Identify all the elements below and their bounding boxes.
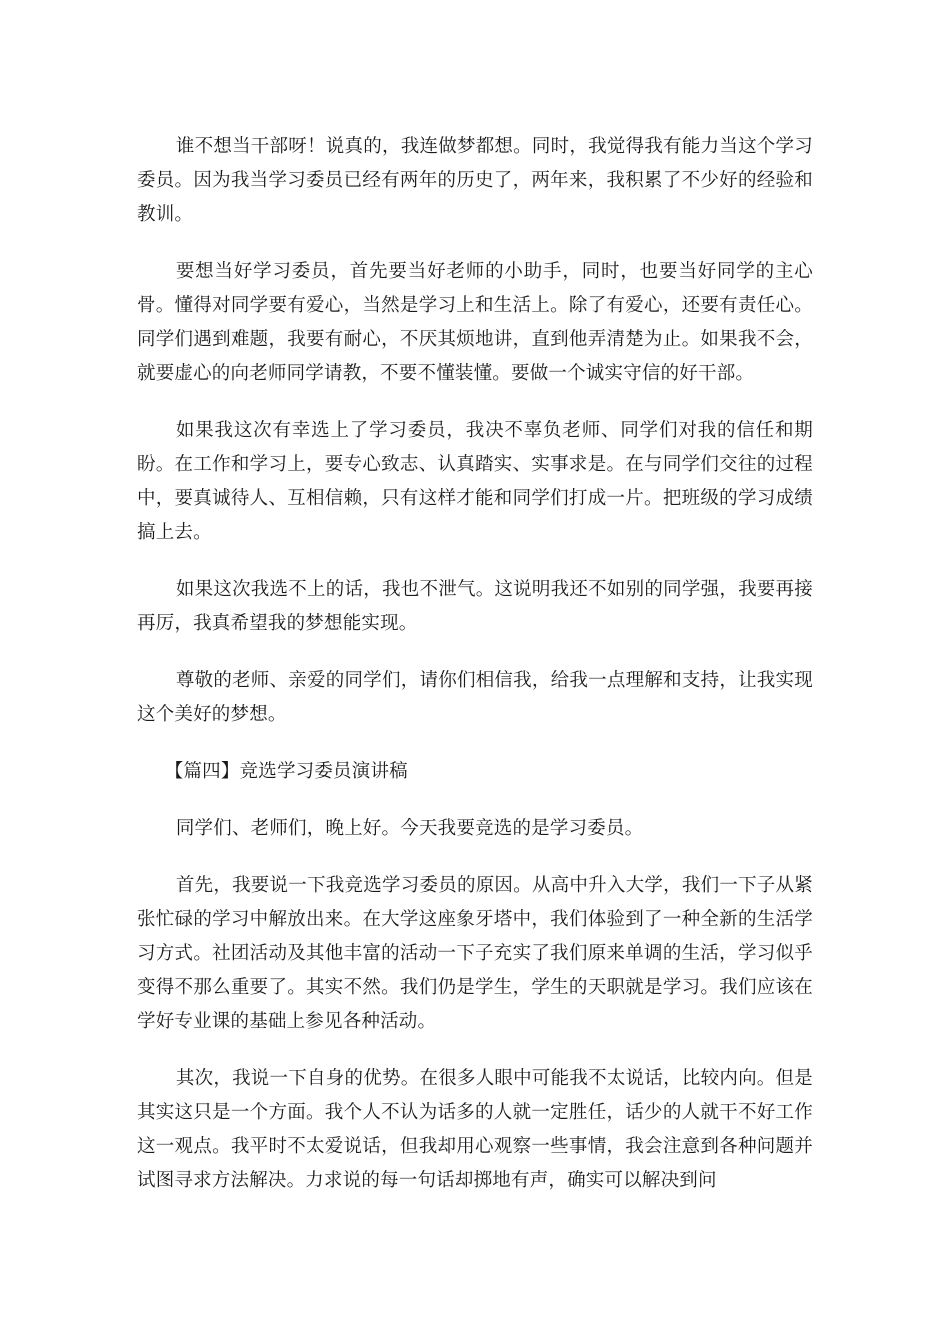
paragraph: 同学们、老师们，晚上好。今天我要竞选的是学习委员。 [175, 818, 644, 839]
paragraph: 尊敬的老师、亲爱的同学们，请你们相信我，给我一点理解和支持，让我实现这个美好的梦想。 [137, 670, 813, 725]
document-body [137, 130, 813, 1221]
paragraph: 首先，我要说一下我竞选学习委员的原因。从高中升入大学，我们一下子从紧张忙碌的学习中解放出来。在大学这座象牙塔中，我们体验到了一种全新的生活学习方式。社团活动及其他丰富的活动一下子充实了我们原来单调的生活，学习似乎变得不那么重要了。其实不然。我们仍是学生，学生的天职就是学习。我们应该在学好专业课的基础上参见各种活动。 [137, 875, 813, 1032]
paragraph: 谁不想当干部呀！说真的，我连做梦都想。同时，我觉得我有能力当这个学习委员。因为我当学习委员已经有两年的历史了，两年来，我积累了不少好的经验和教训。 [137, 136, 813, 225]
paragraph: 其次，我说一下自身的优势。在很多人眼中可能我不太说话，比较内向。但是其实这只是一个方面。我个人不认为话多的人就一定胜任，话少的人就干不好工作这一观点。我平时不太爱说话，但我却用心观察一些事情，我会注意到各种问题并试图寻求方法解决。力求说的每一句话却掷地有声，确实可以解决到问 [137, 1068, 813, 1191]
paragraph: 要想当好学习委员，首先要当好老师的小助手，同时，也要当好同学的主心骨。懂得对同学要有爱心，当然是学习上和生活上。除了有爱心，还要有责任心。同学们遇到难题，我要有耐心，不厌其烦地讲，直到他弄清楚为止。如果我不会，就要虚心的向老师同学请教，不要不懂装懂。要做一个诚实守信的好干部。 [137, 261, 813, 384]
section-heading: 【篇四】竞选学习委员演讲稿 [164, 761, 408, 782]
paragraph: 如果这次我选不上的话，我也不泄气。这说明我还不如别的同学强，我要再接再厉，我真希望我的梦想能实现。 [137, 579, 813, 634]
paragraph: 如果我这次有幸选上了学习委员，我决不辜负老师、同学们对我的信任和期盼。在工作和学习上，要专心致志、认真踏实、实事求是。在与同学们交往的过程中，要真诚待人、互相信赖，只有这样才能和同学们打成一片。把班级的学习成绩搞上去。 [137, 420, 813, 543]
